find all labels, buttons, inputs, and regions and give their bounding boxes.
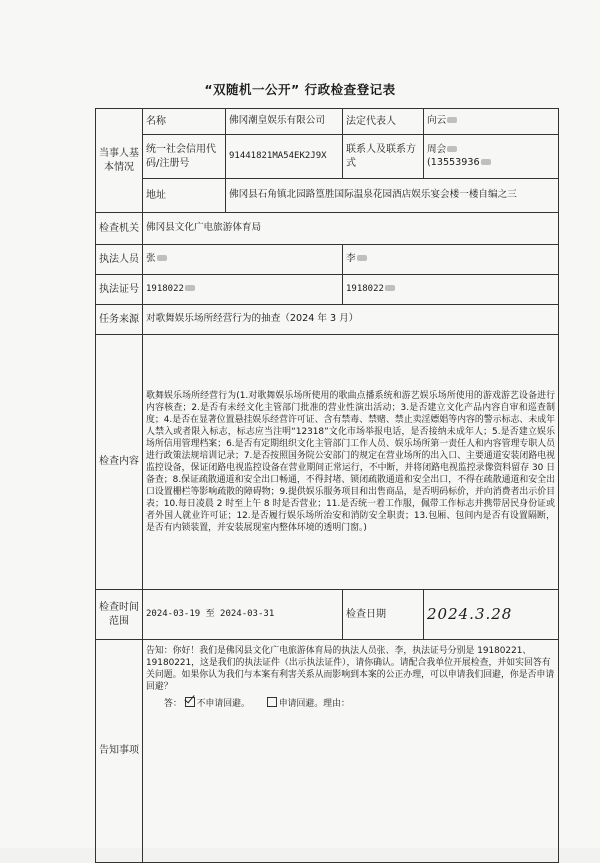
- officers-label: 执法人员: [96, 245, 143, 275]
- notice-answer: 答： 不申请回避。 申请回避。理由：: [164, 699, 350, 710]
- cert-1-number: 1918022: [143, 275, 343, 305]
- credit-code-label: 统一社会信用代码/注册号: [143, 135, 226, 179]
- agency-value: 佛冈县文化广电旅游体育局: [143, 213, 559, 245]
- notice-text: 告知：你好！我们是佛冈县文化广电旅游体育局的执法人员张、李，执法证号分别是 19180221、19180221，这是我们的执法证件（出示执法证件），请你确认。请配合我单位开展检查，并如实回答有关问题。如果你认为我们与本案有利害关系从而影响到本案的公正办理，可以申请我们回避，你是否申请回避？: [146, 646, 555, 693]
- officer-1-name: 张: [143, 245, 343, 275]
- request-recusal-label: 申请回避。理由：: [278, 699, 350, 710]
- inspection-content-label: 检查内容: [96, 335, 143, 590]
- cert-label: 执法证号: [96, 275, 143, 305]
- inspection-date-label: 检查日期: [343, 590, 424, 640]
- contact-label: 联系人及联系方式: [343, 135, 424, 179]
- inspection-content-text: 歌舞娱乐场所经营行为(1.对歌舞娱乐场所使用的歌曲点播系统和游艺娱乐场所使用的游戏游艺设备进行内容核查；2.是否有未经文化主管部门批准的营业性演出活动；3.是否建立文化产品内容自审和巡查制度；4.是否在显著位置悬挂娱乐经营许可证、含有禁毒、禁赌、禁止卖淫嫖娼等内容的警示标志、未成年人禁入或者限入标志，标志应当注明“12318”文化市场举报电话，是否接纳未成年人；5.是否建立娱乐场所信用管理档案；6.是否有定期组织文化主管部门工作人员、娱乐场所第一责任人和内容管理专职人员进行政策法规培训记录；7.是否按照国务院公安部门的规定在营业场所的出入口、主要通道安装闭路电视监控设备，保证闭路电视监控设备在营业期间正常运行，不中断，并将闭路电视监控录像资料留存 30 日备查；8.保证疏散通道和安全出口畅通，不得封堵、锁闭疏散通道和安全出口，不得在疏散通道和安全出口设置栅栏等影响疏散的障碍物；9.提供娱乐服务项目和出售商品，是否明码标价，并向消费者出示价目表；10.每日凌晨 2 时至上午 8 时是否营业；11.是否统一着工作服，佩带工作标志并携带居民身份证或者外国人就业许可证；12.是否履行娱乐场所治安和消防安全职责；13.包厢、包间内是否有设置隔断，是否有内锁装置，并安装展现室内整体环境的透明门窗。): [143, 335, 559, 590]
- document-title: “双随机一公开” 行政检查登记表: [204, 82, 396, 97]
- contact-value: 周会 (13553936: [424, 135, 559, 179]
- inspection-date-handwritten: 2024.3.28: [424, 590, 559, 640]
- officer-2-name: 李: [343, 245, 559, 275]
- no-recusal-label: 不申请回避。: [196, 699, 250, 710]
- no-recusal-checkbox[interactable]: [185, 697, 195, 707]
- name-label: 名称: [143, 109, 226, 135]
- party-info-header: 当事人基本情况: [96, 109, 143, 213]
- address-value: 佛冈县石角镇北园路篁胜国际温泉花园酒店娱乐宴会楼一楼自编之三: [226, 179, 559, 213]
- inspection-form-table: [95, 108, 559, 863]
- task-source-label: 任务来源: [96, 305, 143, 335]
- address-label: 地址: [143, 179, 226, 213]
- name-value: 佛冈潮皇娱乐有限公司: [226, 109, 343, 135]
- credit-code-value: 91441821MA54EK2J9X: [226, 135, 343, 179]
- notice-label: 告知事项: [96, 640, 143, 863]
- agency-label: 检查机关: [96, 213, 143, 245]
- notice-cell: [143, 640, 559, 863]
- period-label: 检查时间范围: [96, 590, 143, 640]
- request-recusal-checkbox[interactable]: [267, 697, 277, 707]
- legal-rep-value: 向云: [424, 109, 559, 135]
- period-range: 2024-03-19 至 2024-03-31: [143, 590, 343, 640]
- cert-2-number: 1918022: [343, 275, 559, 305]
- legal-rep-label: 法定代表人: [343, 109, 424, 135]
- task-source-value: 对歌舞娱乐场所经营行为的抽查（2024 年 3 月）: [143, 305, 559, 335]
